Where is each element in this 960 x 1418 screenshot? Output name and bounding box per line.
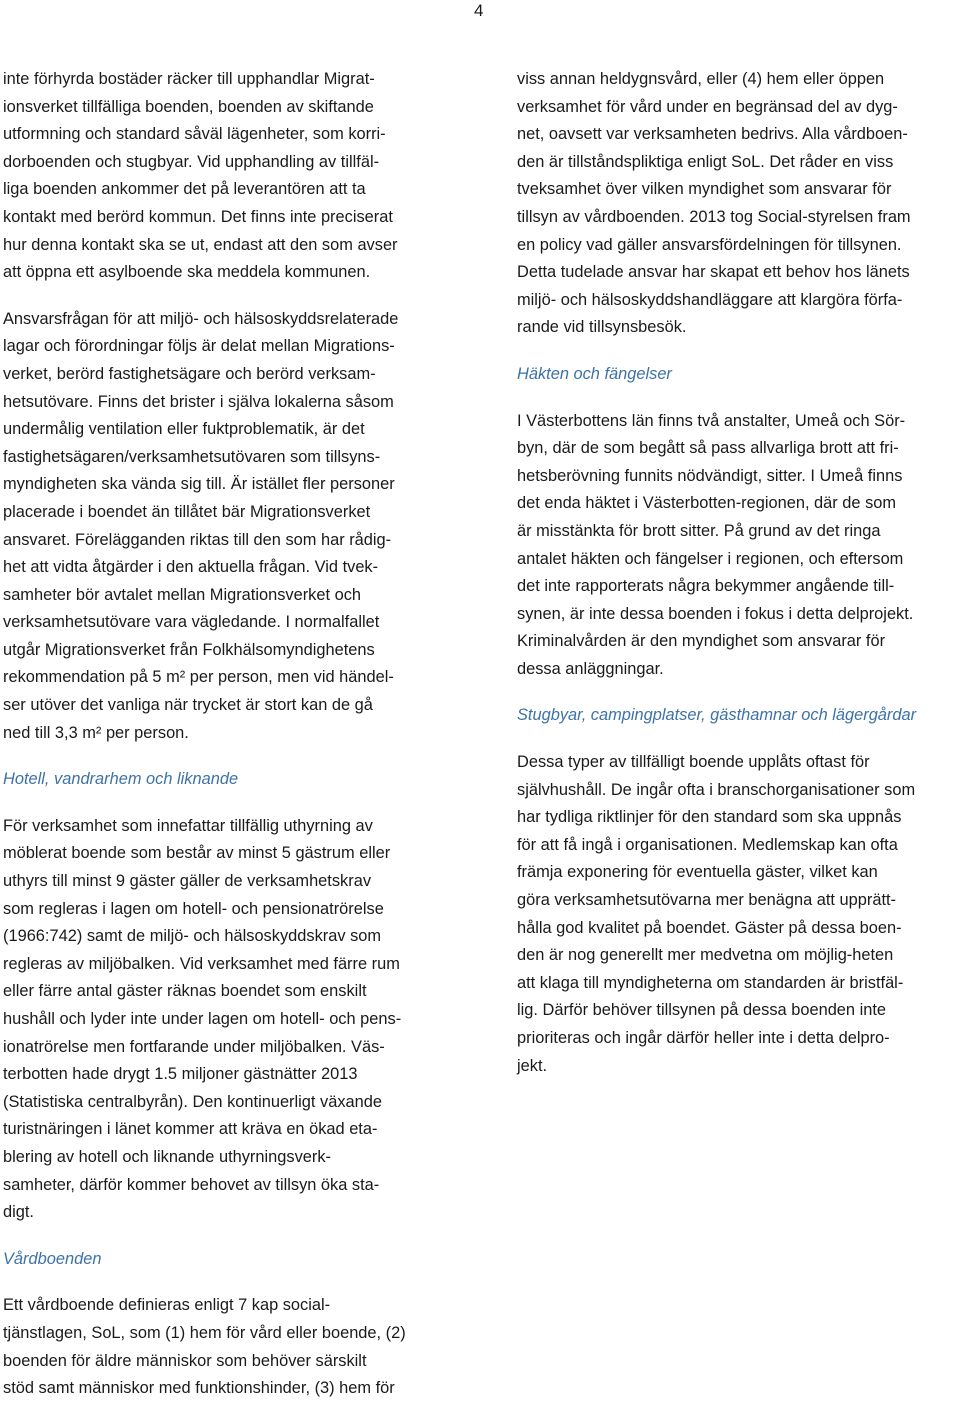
text-line: Kriminalvården är den myndighet som ansvarar för bbox=[517, 632, 886, 651]
text-line: rande vid tillsynsbesök. bbox=[517, 318, 687, 337]
text-line: undermålig ventilation eller fuktproblematik, är det bbox=[3, 420, 365, 439]
text-line: hetsberövning funnits nödvändigt, sitter. I Umeå finns bbox=[517, 466, 903, 485]
text-line: Ansvarsfrågan för att miljö- och hälsoskyddsrelaterade bbox=[3, 309, 399, 328]
text-line: att öppna ett asylboende ska meddela kommunen. bbox=[3, 263, 371, 282]
text-line: eller färre antal gäster räknas boendet som enskilt bbox=[3, 982, 367, 1001]
block-spacer bbox=[3, 1227, 447, 1246]
paragraph bbox=[3, 306, 447, 748]
text-line: tveksamhet över vilken myndighet som ansvarar för bbox=[517, 180, 892, 199]
text-line: Dessa typer av tillfälligt boende upplåts oftast för bbox=[517, 753, 870, 772]
text-line: Ett vårdboende definieras enligt 7 kap social- bbox=[3, 1296, 331, 1315]
text-line: net, oavsett var verksamheten bedrivs. Alla vårdboen- bbox=[517, 125, 908, 144]
text-line: ionatrörelse men fortfarande under miljöbalken. Väs- bbox=[3, 1037, 385, 1056]
block-spacer bbox=[3, 287, 447, 306]
text-line: ansvaret. Förelägganden riktas till den som har rådig- bbox=[3, 530, 392, 549]
text-line: hetsutövare. Finns det brister i själva lokalerna såsom bbox=[3, 392, 394, 411]
text-line: hushåll och lyder inte under lagen om hotell- och pens- bbox=[3, 1010, 402, 1028]
text-line: stöd samt människor med funktionshinder, (3) hem för bbox=[3, 1379, 395, 1398]
text-line: viss annan heldygnsvård, eller (4) hem eller öppen bbox=[517, 70, 885, 88]
text-line: turistnäringen i länet kommer att kräva en ökad eta- bbox=[3, 1120, 378, 1139]
text-line: (1966:742) samt de miljö- och hälsoskyddskrav som bbox=[3, 927, 382, 946]
text-line: möblerat boende som består av minst 5 gästrum eller bbox=[3, 844, 391, 863]
paragraph bbox=[517, 749, 960, 1080]
block-spacer bbox=[3, 1273, 447, 1292]
text-line: För verksamhet som innefattar tillfällig uthyrning av bbox=[3, 816, 373, 835]
section-heading: Häkten och fängelser bbox=[517, 364, 672, 383]
text-line: het att vidta åtgärder i den aktuella frågan. Vid tvek- bbox=[3, 558, 379, 577]
text-line: tillsyn av vårdboenden. 2013 tog Social-styrelsen fram bbox=[517, 207, 911, 226]
text-line: som regleras i lagen om hotell- och pensionatrörelse bbox=[3, 899, 384, 918]
text-line: jekt. bbox=[517, 1056, 548, 1075]
text-line: dorboenden och stugbyar. Vid upphandling av tillfäl- bbox=[3, 152, 380, 171]
text-line: digt. bbox=[3, 1203, 34, 1222]
text-line: ned till 3,3 m² per person. bbox=[3, 723, 189, 742]
text-line: hålla god kvalitet på boendet. Gäster på dessa boen- bbox=[517, 918, 902, 937]
block-spacer bbox=[517, 342, 960, 361]
text-line: boenden för äldre människor som behöver särskilt bbox=[3, 1351, 367, 1370]
text-line: terbotten hade drygt 1.5 miljoner gästnätter 2013 bbox=[3, 1065, 358, 1084]
block-spacer bbox=[3, 747, 447, 766]
text-line: göra verksamhetsutövarna mer benägna att upprätt- bbox=[517, 891, 897, 910]
text-line: utformning och standard såväl lägenheter, som korri- bbox=[3, 125, 386, 144]
text-line: är misstänkta för brott sitter. På grund av det ringa bbox=[517, 521, 881, 540]
right-column bbox=[517, 66, 960, 1080]
paragraph bbox=[517, 66, 960, 342]
text-line: miljö- och hälsoskyddshandläggare att klargöra förfa- bbox=[517, 290, 903, 309]
text-line: synen, är inte dessa boenden i fokus i detta delprojekt. bbox=[517, 604, 914, 623]
text-line: uthyrs till minst 9 gäster gäller de verksamhetskrav bbox=[3, 872, 372, 891]
text-line: placerade i boendet än tillåtet bär Migrationsverket bbox=[3, 502, 371, 521]
block-spacer bbox=[517, 389, 960, 408]
text-line: den är nog generellt mer medvetna om möjlig-heten bbox=[517, 946, 894, 965]
page-number: 4 bbox=[474, 1, 484, 20]
text-line: hur denna kontakt ska se ut, endast att den som avser bbox=[3, 235, 398, 254]
text-line: lig. Därför behöver tillsynen på dessa boenden inte bbox=[517, 1001, 887, 1020]
text-line: dessa anläggningar. bbox=[517, 659, 664, 678]
paragraph bbox=[3, 66, 447, 287]
text-line: rekommendation på 5 m² per person, men vid händel- bbox=[3, 668, 394, 687]
text-line: det enda häktet i Västerbotten-regionen, där de som bbox=[517, 494, 897, 513]
text-line: har tydliga riktlinjer för den standard som ska uppnås bbox=[517, 808, 902, 827]
text-line: främja exponering för eventuella gäster, vilket kan bbox=[517, 863, 878, 882]
text-line: verksamhetsutövare vara vägledande. I normalfallet bbox=[3, 613, 380, 632]
text-line: ser utöver det vanliga när trycket är stort kan de gå bbox=[3, 696, 373, 715]
text-line: Detta tudelade ansvar har skapat ett behov hos länets bbox=[517, 263, 910, 282]
text-line: det inte rapporterats några bekymmer angående till- bbox=[517, 577, 895, 596]
text-line: verket, berörd fastighetsägare och berörd verksam- bbox=[3, 364, 376, 383]
text-line: regleras av miljöbalken. Vid verksamhet med färre rum bbox=[3, 954, 400, 973]
text-line: samheter bör avtalet mellan Migrationsverket och bbox=[3, 585, 362, 604]
block-spacer bbox=[517, 683, 960, 702]
text-line: samheter, därför kommer behovet av tillsyn öka sta- bbox=[3, 1175, 380, 1194]
text-line: antalet häkten och fängelser i regionen, och eftersom bbox=[517, 549, 904, 568]
text-line: liga boenden ankommer det på leverantören att ta bbox=[3, 180, 366, 199]
text-line: blering av hotell och liknande uthyrningsverk- bbox=[3, 1147, 331, 1166]
text-line: verksamhet för vård under en begränsad del av dyg- bbox=[517, 97, 898, 116]
text-line: utgår Migrationsverket från Folkhälsomyndighetens bbox=[3, 640, 375, 659]
section-heading: Vårdboenden bbox=[3, 1249, 102, 1268]
block-spacer bbox=[517, 730, 960, 749]
section-heading: Stugbyar, campingplatser, gästhamnar och lägergårdar bbox=[517, 706, 917, 725]
text-line: prioriteras och ingår därför heller inte i detta delpro- bbox=[517, 1029, 890, 1047]
paragraph bbox=[3, 1292, 447, 1402]
text-line: en policy vad gäller ansvarsfördelningen för tillsynen. bbox=[517, 235, 902, 254]
section-heading: Hotell, vandrarhem och liknande bbox=[3, 770, 239, 789]
text-line: ionsverket tillfälliga boenden, boenden av skiftande bbox=[3, 97, 374, 116]
text-line: byn, där de som begått så pass allvarliga brott att fri- bbox=[517, 439, 899, 458]
left-column bbox=[3, 66, 447, 1403]
paragraph bbox=[3, 813, 447, 1227]
text-line: fastighetsägaren/verksamhetsutövaren som tillsyns- bbox=[3, 447, 381, 466]
text-line: för att få ingå i organisationen. Medlemskap kan ofta bbox=[517, 835, 898, 854]
text-line: (Statistiska centralbyrån). Den kontinuerligt växande bbox=[3, 1092, 382, 1111]
text-line: inte förhyrda bostäder räcker till upphandlar Migrat- bbox=[3, 70, 375, 88]
text-line: I Västerbottens län finns två anstalter, Umeå och Sör- bbox=[517, 411, 906, 430]
text-line: den är tillståndspliktiga enligt SoL. Det råder en viss bbox=[517, 152, 894, 171]
text-line: att klaga till myndigheterna om standarden är bristfäl- bbox=[517, 973, 904, 992]
block-spacer bbox=[3, 794, 447, 813]
paragraph bbox=[517, 408, 960, 684]
text-line: tjänstlagen, SoL, som (1) hem för vård eller boende, (2) bbox=[3, 1323, 406, 1342]
text-line: kontakt med berörd kommun. Det finns inte preciserat bbox=[3, 207, 393, 226]
text-line: myndigheten ska vända sig till. Är istället fler personer bbox=[3, 475, 395, 494]
text-line: självhushåll. De ingår ofta i branschorganisationer som bbox=[517, 780, 916, 799]
text-line: lagar och förordningar följs är delat mellan Migrations- bbox=[3, 337, 395, 356]
